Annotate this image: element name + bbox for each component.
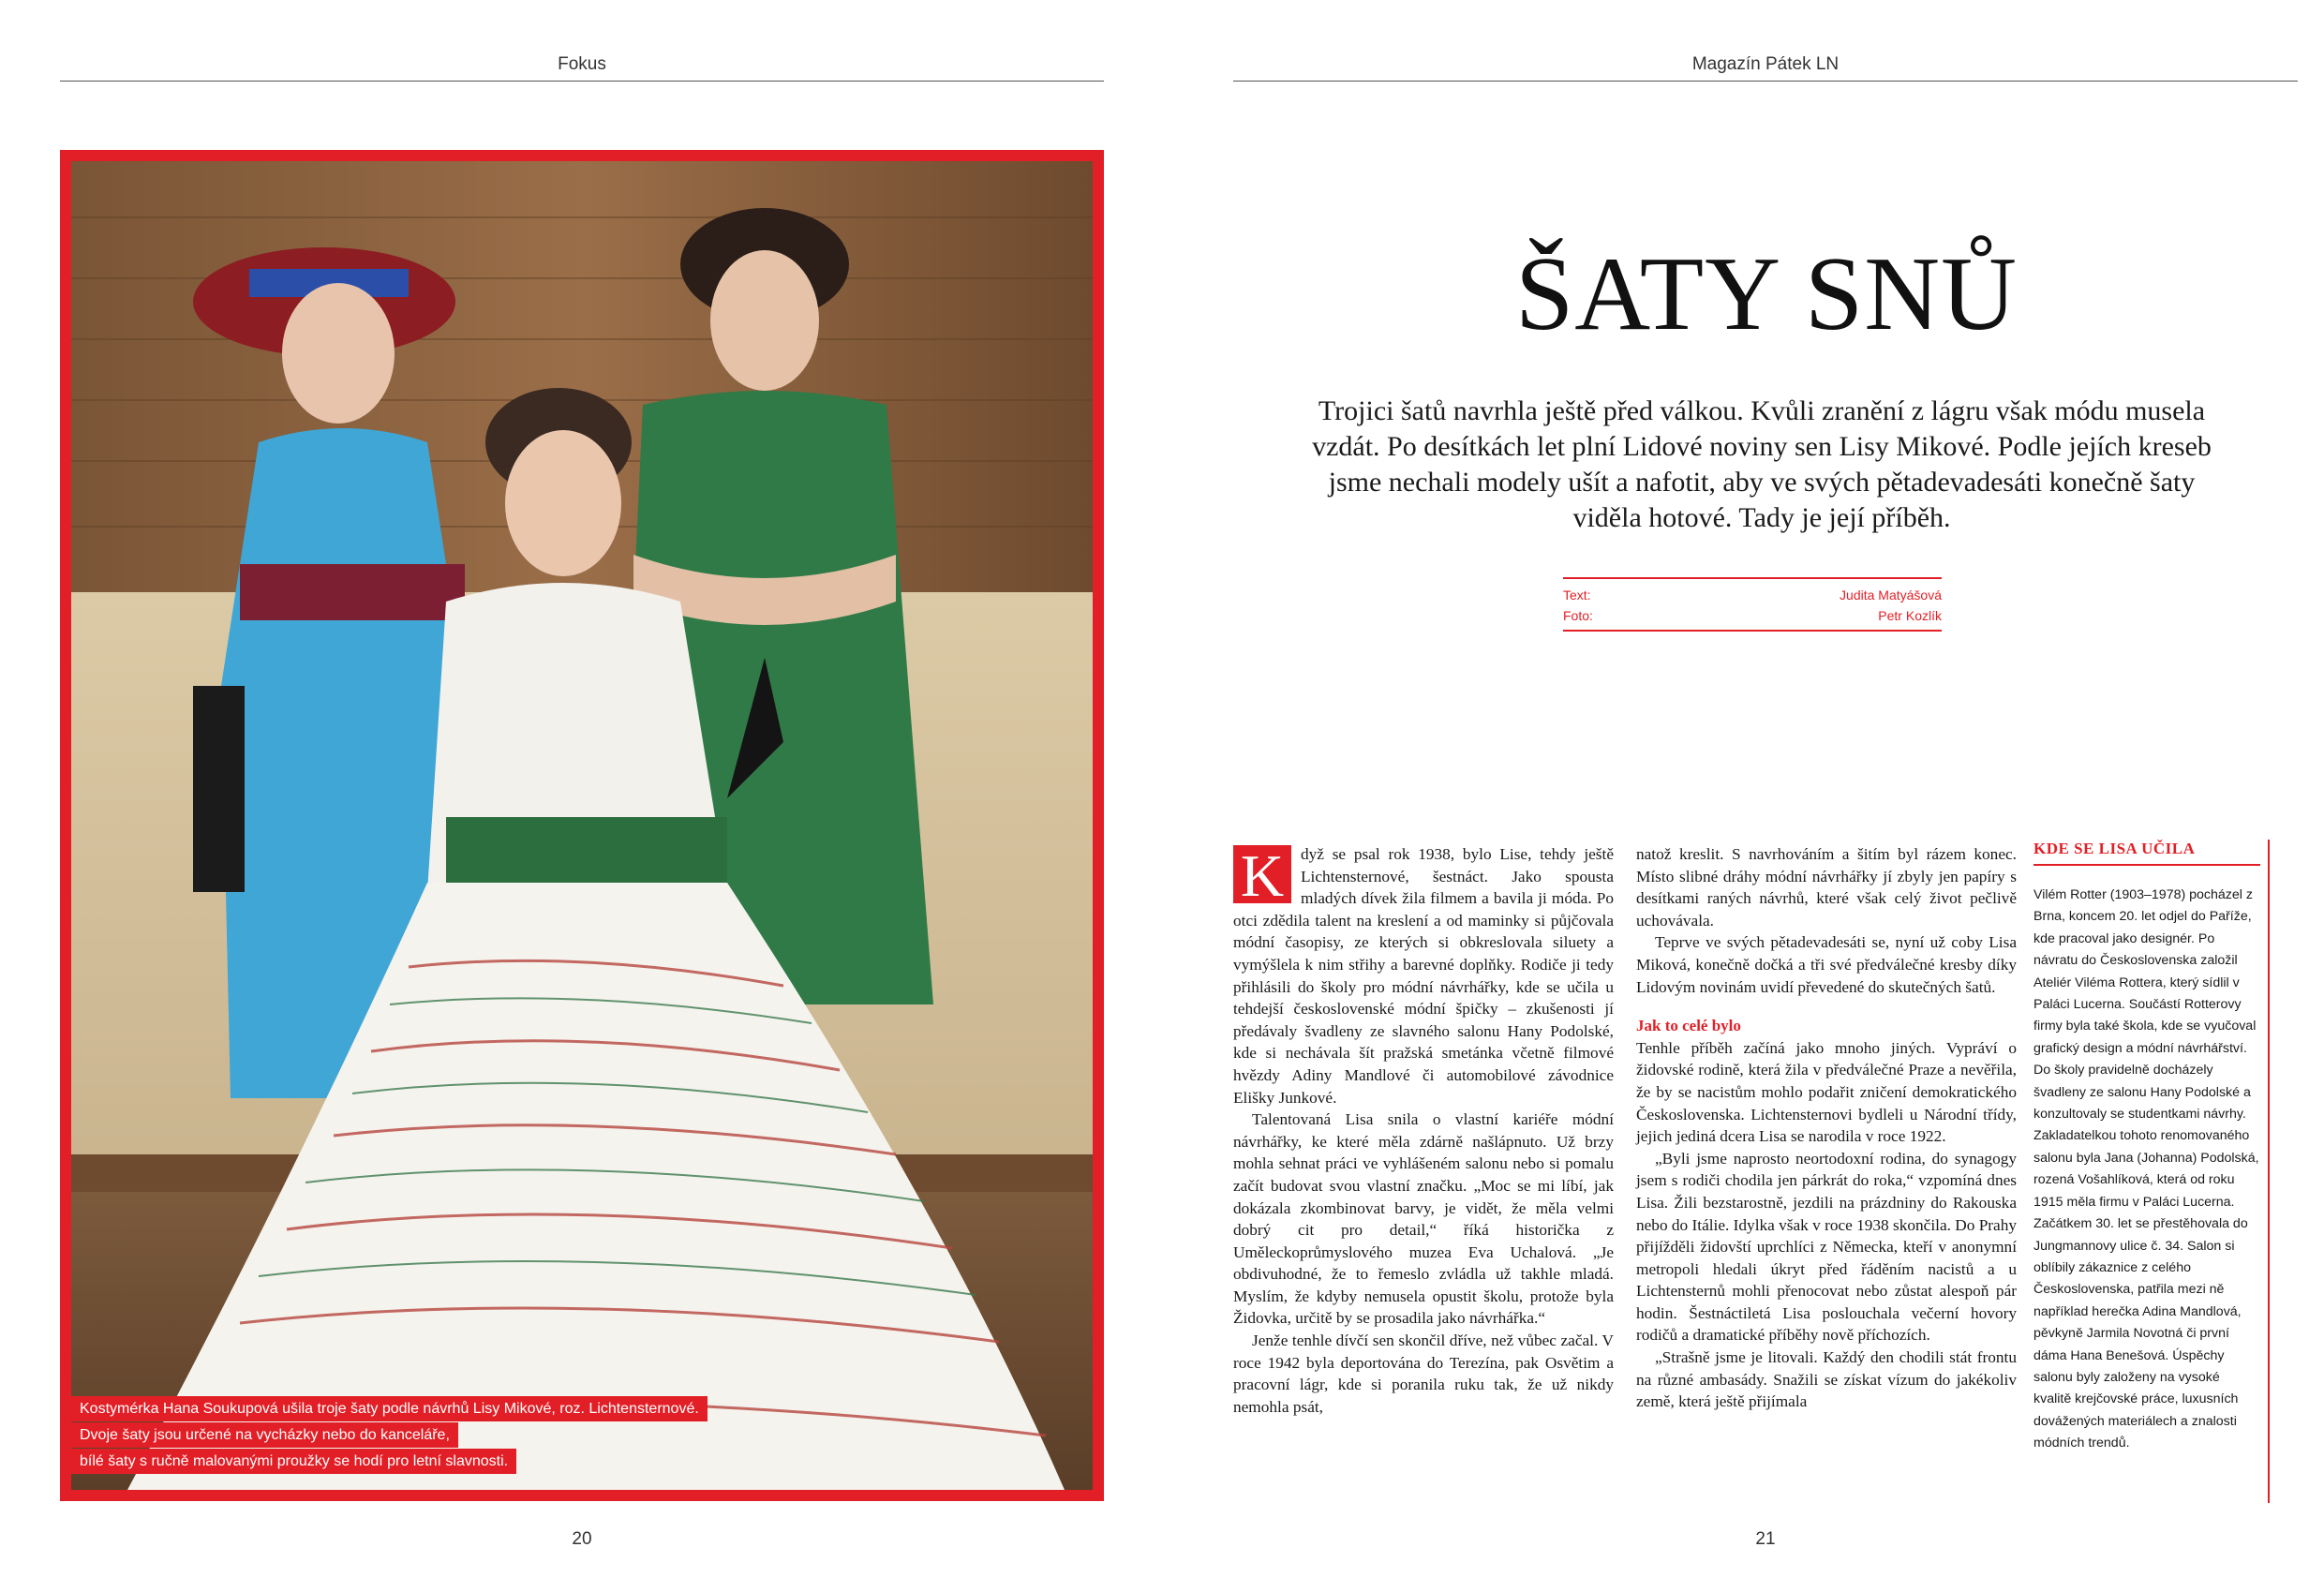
right-header-rule xyxy=(1233,81,2298,82)
sidebar-title: KDE SE LISA UČILA xyxy=(2034,840,2260,866)
left-page-header: Fokus xyxy=(558,54,606,74)
article-title: ŠATY SNŮ xyxy=(1515,236,2018,352)
caption-line-2: Dvoje šaty jsou určené na vycházky nebo do kanceláře, xyxy=(71,1422,458,1448)
photo-illustration xyxy=(71,161,1093,1490)
article-paragraph: Jenže tenhle dívčí sen skončil dříve, než vůbec začal. V roce 1942 byla deportována do Terezína, pak Osvětim a pracovní lágr, kde si poranila ruku tak, že už nikdy nemohla psát, xyxy=(1233,1332,1614,1416)
article-column-1 xyxy=(1233,843,1614,1418)
credit-photo-row xyxy=(1563,605,1942,626)
left-page-number: 20 xyxy=(572,1529,592,1549)
credit-photo-value: Petr Kozlík xyxy=(1878,608,1942,623)
sidebar-box xyxy=(2034,840,2270,1503)
article-lead: Trojici šatů navrhla ještě před válkou. Kvůli zranění z lágru však módu musela vzdát. Po desítkách let plní Lidové noviny sen Lisy Mikové. Podle jejích kreseb jsme nechali modely ušít a nafotit, aby ve svých pětadevadesáti konečně šaty viděla hotové. Tady je její příběh. xyxy=(1312,395,2212,533)
credit-text-value: Judita Matyášová xyxy=(1840,588,1942,603)
drop-cap: K xyxy=(1233,845,1291,903)
article-paragraph: „Byli jsme naprosto neortodoxní rodina, do synagogy jsem s rodiči chodila jen párkrát do roka,“ vzpomíná dnes Lisa. Žili bezstarostně, jezdili na prázdniny do Rakouska nebo do Itálie. Idylka však v roce 1938 skončila. Do Prahy přijížděli židovští uprchlíci z Německa, kteří v anonymní metropoli hledali úkryt před řáděním nacistů a u Lichtensternů mohli přenocovat nebo zůstat alespoň pár hodin. Šestnáctiletá Lisa poslouchala večerní hovory rodičů a dramatické příběhy nově příchozích. xyxy=(1636,1149,2018,1345)
article-paragraph xyxy=(1233,843,1614,1108)
credit-text-row xyxy=(1563,585,1942,605)
article-paragraph: Talentovaná Lisa snila o vlastní kariéře módní návrhářky, ke které měla zdárně našlápnuto. Už brzy mohla sehnat práci ve vyhlášeném salonu nebo si pomalu začít budovat svou vlastní značku. „Moc se mi líbí, jak dokázala zkombinovat barvy, je vidět, že měla velmi dobrý cit pro detail,“ říká historička z Uměleckoprůmyslového muzea Eva Uchalová. „Je obdivuhodné, že to řemeslo zvládla už takhle mladá. Myslím, že kdyby nemusela opustit školu, protože byla Židovka, určitě by se prosadila jako návrhářka.“ xyxy=(1233,1110,1614,1328)
credits-box xyxy=(1563,577,1942,632)
article-paragraph: Tenhle příběh začíná jako mnoho jiných. Vypráví o židovské rodině, která žila v předválečné Praze a nevěřila, že by se nacistům mohlo podařit zničení demokratického Československa. Lichtensternovi bydleli u Národní třídy, jejich jediná dcera Lisa se narodila v roce 1922. xyxy=(1636,1038,2017,1146)
sidebar-text: Vilém Rotter (1903–1978) pocházel z Brna, koncem 20. let odjel do Paříže, kde pracoval jako designér. Po návratu do Československa založil Ateliér Viléma Rottera, který sídlil v Paláci Lucerna. Součástí Rotterovy firmy byla také škola, kde se vyučoval grafický design a módní návrhářství. Do školy pravidelně docházely švadleny ze salonu Hany Podolské a konzultovaly se studentkami návrhy. Zakladatelkou tohoto renomovaného salonu byla Jana (Johanna) Podolská, rozená Vošahlíková, která od roku 1915 měla firmu v Paláci Lucerna. Začátkem 30. let se přestěhovala do Jungmannovy ulice č. 34. Salon si oblíbily zákaznice z celého Československa, patřila mezi ně například herečka Adina Mandlová, pěvkyně Jarmila Novotná či první dáma Hana Benešová. Úspěchy salonu byly založeny na vysoké kvalitě krejčovské práce, luxusních dovážených materiálech a znalosti módních trendů. xyxy=(2034,887,2259,1451)
article-paragraph: natož kreslit. S navrhováním a šitím byl rázem konec. Místo slibné dráhy módní návrhářky jí zbyly jen papíry s desítkami raných návrhů, které však celý život pečlivě uchovávala. xyxy=(1636,845,2017,930)
credit-photo-label: Foto: xyxy=(1563,608,1593,623)
article-subhead: Jak to celé bylo xyxy=(1636,1017,1741,1035)
article-paragraph: „Strašně jsme je litovali. Každý den chodili stát frontu na různé ambasády. Snažili se získat vízum do jakékoliv země, která ještě přijímala xyxy=(1636,1348,2017,1411)
right-page-header: Magazín Pátek LN xyxy=(1691,54,1840,74)
caption-line-1: Kostymérka Hana Soukupová ušila troje šaty podle návrhů Lisy Mikové, roz. Lichtensternové. xyxy=(71,1396,708,1421)
photo-caption xyxy=(71,1396,708,1475)
paragraph-text: dyž se psal rok 1938, bylo Lise, tehdy ještě Lichtensternové, šestnáct. Jako spousta mladých dívek žila filmem a bavila ji móda. Po otci zdědila talent na kreslení a od maminky si půjčovala módní časopisy, ze kterých si obkreslovala siluety a vymýšlela k nim střihy a barevné doplňky. Rodiče ji tedy přihlásili do školy pro módní návrhářky, kde se učila u tehdejší československé módní špičky – zkušenosti jí předávaly švadleny ze slavného salonu Hany Podolské, kde si nechávala šít pražská smetánka včetně filmové hvězdy Adiny Mandlové či automobilové závodnice Elišky Junkové. xyxy=(1233,845,1614,1107)
fashion-photo xyxy=(60,150,1104,1501)
credit-text-label: Text: xyxy=(1563,588,1591,603)
article-paragraph: Teprve ve svých pětadevadesáti se, nyní už coby Lisa Miková, konečně dočká a tři své předválečné kresby díky Lidovým novinám uvidí převedené do skutečných šatů. xyxy=(1636,933,2017,996)
article-column-2 xyxy=(1636,843,2017,1413)
left-header-rule xyxy=(60,81,1104,82)
right-page-number: 21 xyxy=(1755,1529,1776,1549)
caption-line-3: bílé šaty s ručně malovanými proužky se hodí pro letní slavnosti. xyxy=(71,1449,516,1474)
